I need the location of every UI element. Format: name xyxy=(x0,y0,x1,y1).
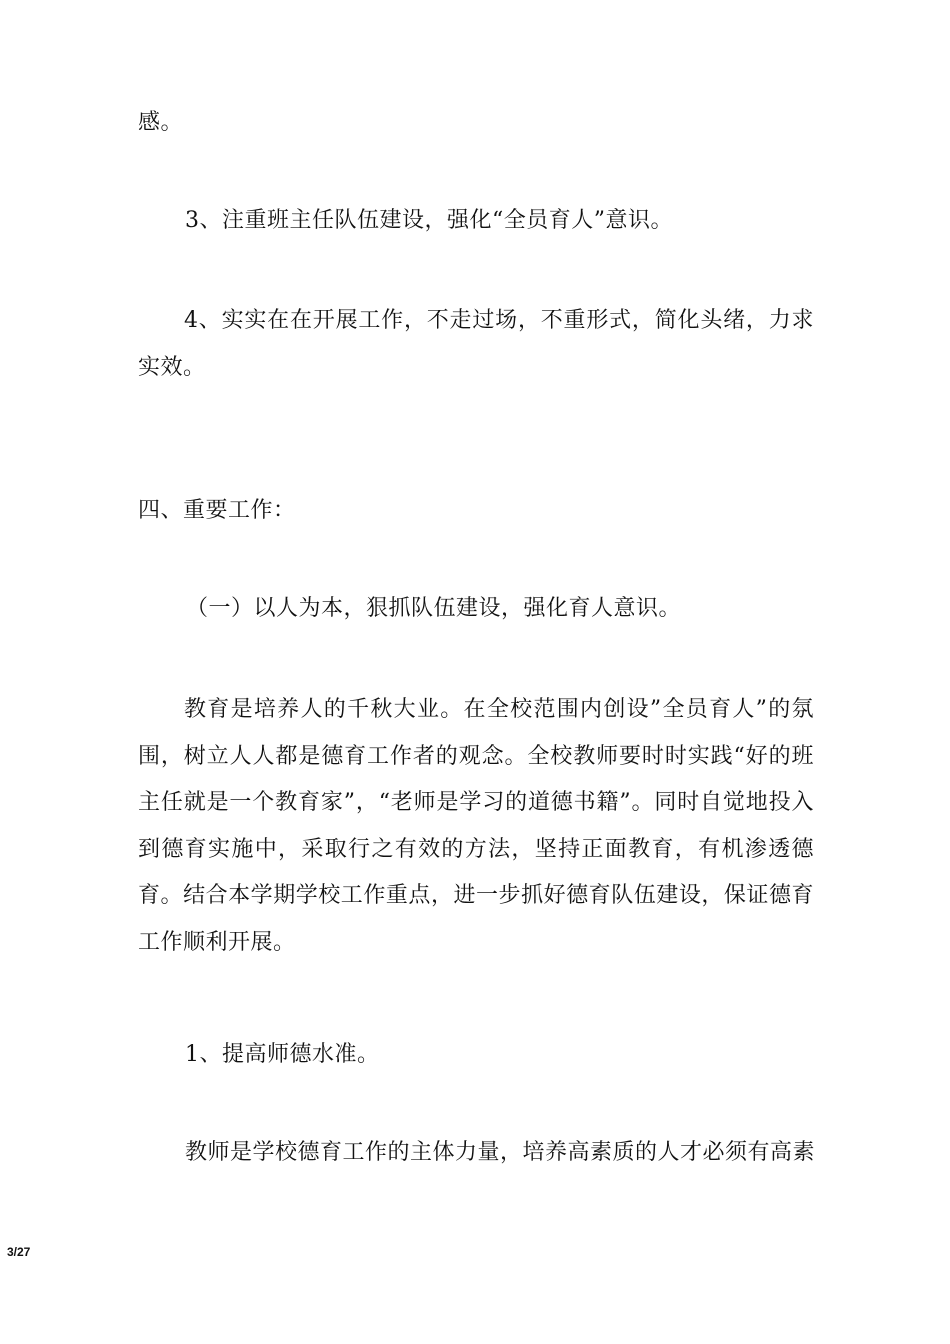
section-heading: 四、重要工作： xyxy=(138,498,296,523)
page-number: 3/27 xyxy=(7,1245,31,1259)
list-item-3: 3、注重班主任队伍建设，强化“全员育人”意识。 xyxy=(185,208,673,233)
list-item-4: 4、实实在在开展工作，不走过场，不重形式，简化头绪，力求实效。 xyxy=(138,308,814,380)
continued-text: 感。 xyxy=(138,110,184,135)
list-item-1: 1、提高师德水准。 xyxy=(185,1042,380,1067)
paragraph-education: 教育是培养人的千秋大业。在全校范围内创设”全员育人”的氛围，树立人人都是德育工作者的观念。全校教师要时时实践“好的班主任就是一个教育家”，“老师是学习的道德书籍”。同时自觉地投入到德育实施中，采取行之有效的方法，坚持正面教育，有机渗透德育。结合本学期学校工作重点，进一步抓好德育队伍建设，保证德育工作顺利开展。 xyxy=(138,697,814,955)
subsection-heading: （一）以人为本，狠抓队伍建设，强化育人意识。 xyxy=(186,596,682,621)
paragraph-teachers: 教师是学校德育工作的主体力量，培养高素质的人才必须有高素 xyxy=(185,1140,816,1165)
